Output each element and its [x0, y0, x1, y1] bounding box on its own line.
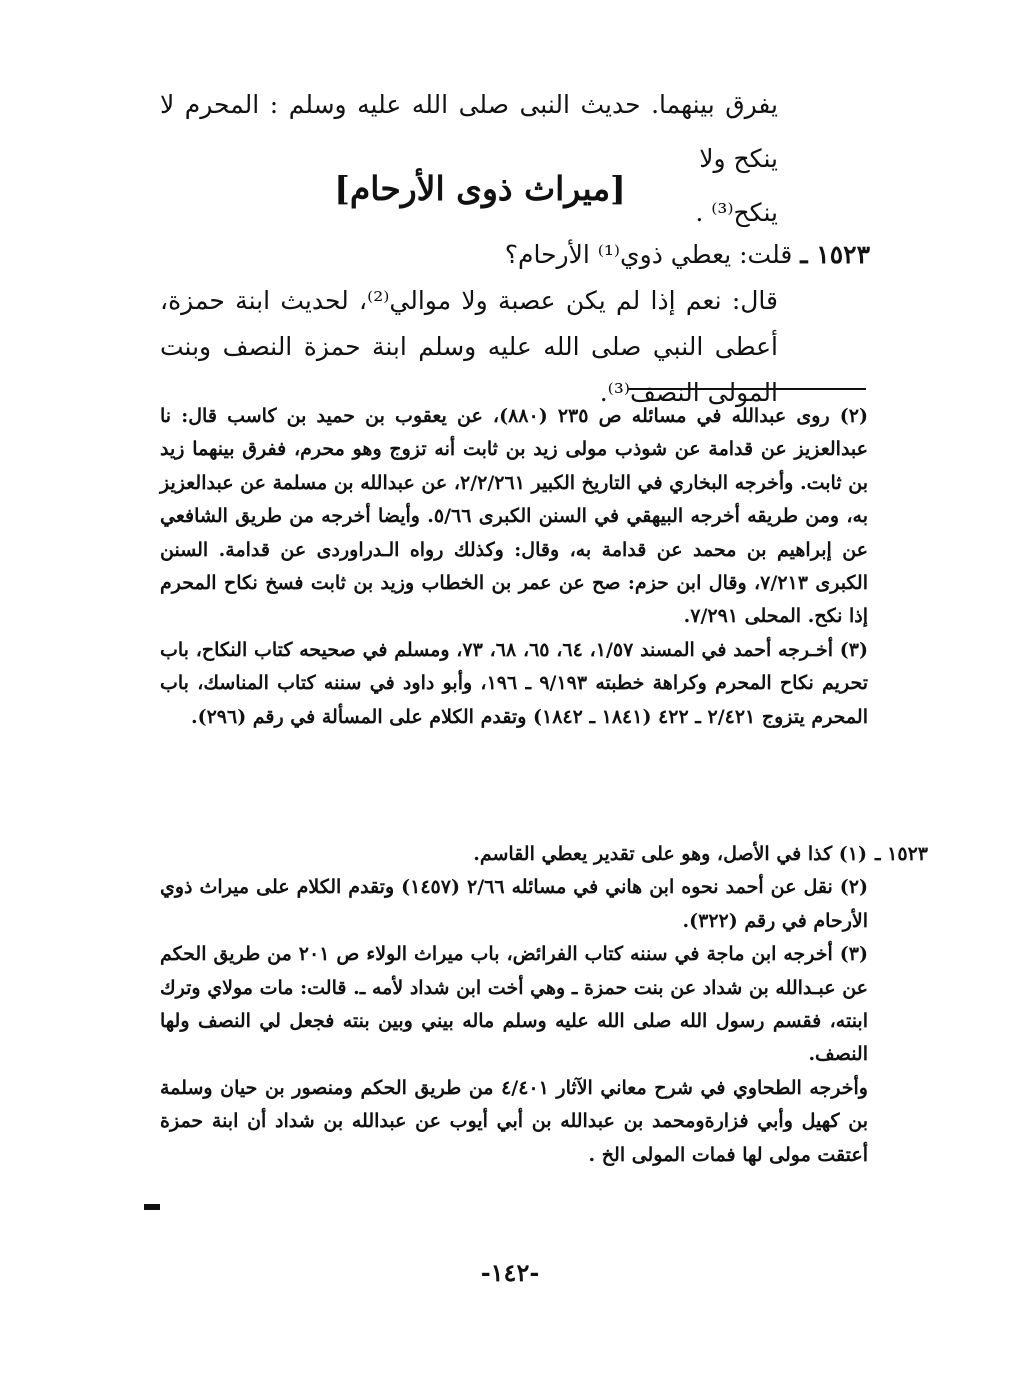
- entry-number: ١٥٢٣ ـ: [800, 240, 870, 269]
- section-heading: [ميراث ذوى الأرحام]: [334, 169, 626, 208]
- footnote-3-prev: (٣) أخـرجه أحمد في المسند ١/٥٧، ٦٤، ٦٥، ٦٨، ٧٣، ومسلم في صحيحه كتاب النكاح، باب تحريم نكاح المحرم وكراهة خطبته ٩/١٩٣ ـ ١٩٦، وأبو داود في سننه كتاب المناسك، باب المحرم يتزوج ٢/٤٢١ ـ ٤٢٢ (١٨٤١ ـ ١٨٤٢) وتقدم الكلام على المسألة في رقم (٢٩٦).: [160, 638, 869, 728]
- footnotes-entry-1523: [160, 838, 928, 1172]
- footnote-3: (٣) أخرجه ابن ماجة في سننه كتاب الفرائض، باب ميراث الولاء ص ٢٠١ من طريق الحكم عن عبـدالله بن شداد عن بنت حمزة ـ وهي أخت ابن شداد لأمه ـ. قالت: مات مولاي وترك ابنته، فقسم رسول الله صلى الله عليه وسلم ماله بيني وبين بنته فجعل لي النصف ولها النصف.: [160, 943, 868, 1066]
- footnote-separator: [628, 388, 866, 390]
- page-number: -١٤٢-: [480, 1258, 540, 1287]
- intro-line-1: يفرق بينهما. حديث النبى صلى الله عليه وسلم : المحرم لا ينكح ولا: [160, 90, 778, 173]
- entry-answer: قال: نعم إذا لم يكن عصبة ولا موالي⁽²⁾، لحديث ابنة حمزة، أعطى النبي صلى الله عليه وسلم ابنة حمزة النصف وبنت المولى النصف⁽³⁾.: [160, 286, 778, 407]
- footnotes-previous-entry: [160, 400, 868, 734]
- footnote-2: (٢) نقل عن أحمد نحوه ابن هاني في مسائله ٢/٦٦ (١٤٥٧) وتقدم الكلام على ميراث ذوي الأرحام في رقم (٣٢٢).: [160, 876, 868, 932]
- footnote-1-line: [160, 838, 928, 871]
- footnote-2-prev: (٢) روى عبدالله في مسائله ص ٢٣٥ (٨٨٠)، عن يعقوب بن حميد بن كاسب قال: نا عبدالعزيز عن قدامة عن شوذب مولى زيد بن ثابت أنه تزوج وهو محرم، ففرق بينهما زيد بن ثابت. وأخرجه البخاري في التاريخ الكبير ٢/٢/٢٦١، عن عبدالله بن مسلمة عن عبدالعزيز به، ومن طريقه أخرجه البيهقي في السنن الكبرى ٥/٦٦. وأيضا أخرجه من طريق الشافعي عن إبراهيم بن محمد عن قدامة به، وقال: وكذلك رواه الـدراوردى عن قدامة. السنن الكبرى ٧/٢١٣، وقال ابن حزم: صح عن عمر بن الخطاب وزيد بن ثابت فسخ نكاح المحرم إذا نكح. المحلى ٧/٢٩١.: [160, 405, 868, 628]
- footnote-entry-number: ١٥٢٣ ـ: [874, 843, 928, 865]
- footnote-3-continuation: وأخرجه الطحاوي في شرح معاني الآثار ٤/٤٠١ من طريق الحكم ومنصور بن حيان وسلمة بن كهيل وأبي فزارةومحمد بن عبدالله بن أبي أيوب عن عبدالله بن شداد أن ابنة حمزة أعتقت مولى لها فمات المولى الخ .: [160, 1076, 868, 1166]
- entry-question: قلت: يعطي ذوي⁽¹⁾ الأرحام؟: [504, 240, 793, 269]
- entry-question-line: [160, 232, 870, 278]
- margin-mark: [144, 1204, 160, 1210]
- intro-line-2: ينكح⁽³⁾ .: [695, 198, 778, 227]
- footnote-1: (١) كذا في الأصل، وهو على تقدير يعطي القاسم.: [473, 843, 867, 865]
